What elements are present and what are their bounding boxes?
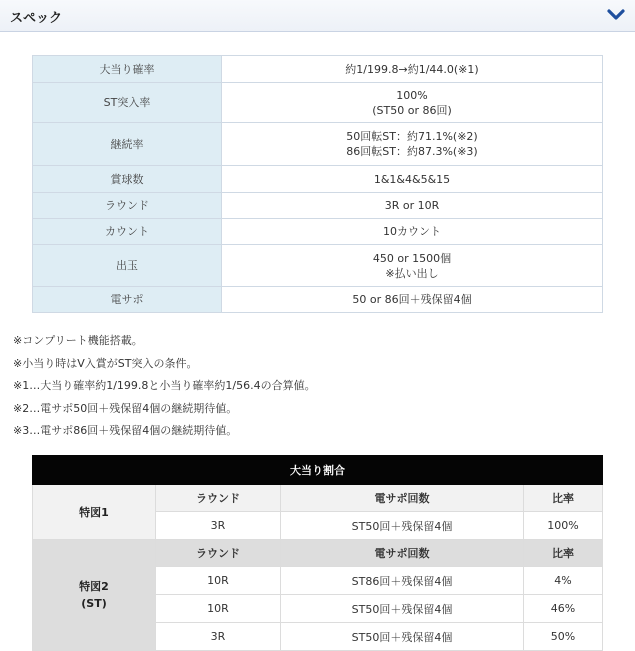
spec-label: ST突入率 <box>33 83 222 123</box>
spec-row <box>33 123 603 166</box>
ratio-kind <box>33 485 156 540</box>
ratio-table-title: 大当り割合 <box>33 456 603 485</box>
section-title: スペック <box>10 11 63 26</box>
ratio-header-ratio: 比率 <box>524 540 603 567</box>
note: ※コンプリート機能搭載。 <box>13 334 143 347</box>
spec-value-line: 3R or 10R <box>384 199 440 212</box>
spec-label: 電サポ <box>33 287 222 313</box>
note: ※小当り時はV入賞がST突入の条件。 <box>13 356 198 370</box>
ratio-kind-line: 特図1 <box>79 506 109 519</box>
spec-value-line: 約1/199.8→約1/44.0(※1) <box>345 62 479 76</box>
spec-row <box>33 219 603 245</box>
spec-row <box>33 245 603 287</box>
spec-value <box>222 193 603 219</box>
ratio-kind <box>33 540 156 651</box>
note: ※2…電サポ50回＋残保留4個の継続期待値。 <box>13 401 238 415</box>
spec-row <box>33 83 603 123</box>
spec-value <box>222 56 603 83</box>
spec-value <box>222 245 603 287</box>
spec-value-line: 100% <box>396 88 428 102</box>
ratio-cell-ratio: 46% <box>524 595 603 623</box>
spec-row <box>33 166 603 193</box>
spec-row <box>33 56 603 83</box>
spec-value-line: ※払い出し <box>385 266 439 280</box>
notes <box>13 330 316 443</box>
spec-label: カウント <box>33 219 222 245</box>
note: ※3…電サポ86回＋残保留4個の継続期待値。 <box>13 424 238 437</box>
ratio-kind-line: 特図2 <box>79 580 109 593</box>
spec-value-line: 10カウント <box>383 225 441 238</box>
ratio-cell-support: ST50回＋残保留4個 <box>281 623 524 651</box>
spec-value-line: 1&1&4&5&15 <box>373 172 451 186</box>
spec-value <box>222 166 603 193</box>
ratio-header-row <box>33 485 603 512</box>
ratio-header-support: 電サポ回数 <box>281 540 524 567</box>
ratio-header-round: ラウンド <box>156 540 281 567</box>
chevron-down-icon[interactable] <box>607 7 625 23</box>
ratio-header-support: 電サポ回数 <box>281 485 524 512</box>
ratio-cell-round: 3R <box>156 623 281 651</box>
spec-label: 賞球数 <box>33 166 222 193</box>
spec-row <box>33 287 603 313</box>
spec-label: 出玉 <box>33 245 222 287</box>
ratio-cell-round: 3R <box>156 512 281 540</box>
ratio-cell-support: ST50回＋残保留4個 <box>281 512 524 540</box>
spec-value-line: (ST50 or 86回) <box>372 103 452 117</box>
spec-value <box>222 123 603 166</box>
spec-value <box>222 287 603 313</box>
ratio-cell-support: ST50回＋残保留4個 <box>281 595 524 623</box>
ratio-cell-ratio: 4% <box>524 567 603 595</box>
ratio-cell-ratio: 50% <box>524 623 603 651</box>
ratio-header-ratio: 比率 <box>524 485 603 512</box>
ratio-cell-support: ST86回＋残保留4個 <box>281 567 524 595</box>
ratio-cell-ratio: 100% <box>524 512 603 540</box>
spec-value <box>222 83 603 123</box>
ratio-kind-line: (ST) <box>81 597 107 610</box>
section-header[interactable] <box>0 0 635 32</box>
spec-value <box>222 219 603 245</box>
spec-row <box>33 193 603 219</box>
spec-label: 継続率 <box>33 123 222 166</box>
spec-table <box>32 55 603 313</box>
spec-value-line: 50回転ST：約71.1%(※2) <box>346 130 478 143</box>
jackpot-ratio-table <box>32 455 603 651</box>
note: ※1…大当り確率約1/199.8と小当り確率約1/56.4の合算値。 <box>13 379 316 392</box>
ratio-header-row <box>33 540 603 567</box>
spec-value-line: 450 or 1500個 <box>372 251 452 265</box>
spec-label: ラウンド <box>33 193 222 219</box>
spec-value-line: 86回転ST：約87.3%(※3) <box>346 145 478 158</box>
ratio-cell-round: 10R <box>156 567 281 595</box>
spec-label: 大当り確率 <box>33 56 222 83</box>
ratio-cell-round: 10R <box>156 595 281 623</box>
ratio-header-round: ラウンド <box>156 485 281 512</box>
spec-value-line: 50 or 86回＋残保留4個 <box>352 293 472 306</box>
